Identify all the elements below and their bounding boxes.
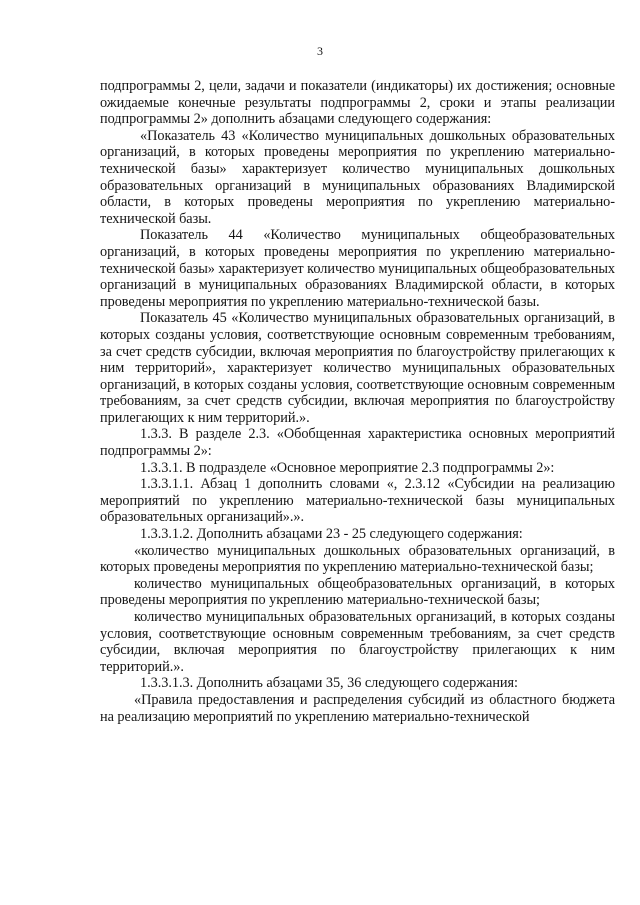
paragraph-preschool-count: «количество муниципальных дошкольных образовательных организаций, в которых проведены мероприятия по укреплению материально-технической базы; [100, 542, 615, 576]
paragraph-education-conditions-count: количество муниципальных образовательных организаций, в которых созданы условия, соответствующие основным современным требованиям, за счет средств субсидии, включая мероприятия по благоустройству прилегающих к ним территорий.». [100, 609, 615, 675]
document-body [100, 78, 615, 725]
paragraph-section-1-3-3-1-1: 1.3.3.1.1. Абзац 1 дополнить словами «, 2.3.12 «Субсидии на реализацию мероприятий по укреплению материально-технической базы муниципальных образовательных организаций».». [100, 476, 615, 526]
paragraph-rules-subsidies: «Правила предоставления и распределения субсидий из областного бюджета на реализацию мероприятий по укреплению материально-технической [100, 691, 615, 725]
paragraph-indicator-44: Показатель 44 «Количество муниципальных общеобразовательных организаций, в которых проведены мероприятия по укреплению материально-технической базы» характеризует количество муниципальных общеобразовательных организаций в муниципальных образованиях Владимирской области, в которых проведены мероприятия по укреплению материально-технической базы. [100, 227, 615, 310]
paragraph-section-1-3-3-1: 1.3.3.1. В подразделе «Основное мероприятие 2.3 подпрограммы 2»: [140, 459, 555, 476]
page-number: 3 [317, 44, 323, 58]
paragraph-indicator-43: «Показатель 43 «Количество муниципальных дошкольных образовательных организаций, в которых проведены мероприятия по укреплению материально-технической базы» характеризует количество муниципальных дошкольных образовательных организаций в муниципальных образованиях Владимирской области, в которых проведены мероприятия по укреплению материально-технической базы. [100, 127, 615, 227]
paragraph-intro: подпрограммы 2, цели, задачи и показатели (индикаторы) их достижения; основные ожидаемые конечные результаты подпрограммы 2, сроки и этапы реализации подпрограммы 2» дополнить абзацами следующего содержания: [100, 78, 615, 128]
paragraph-general-education-count: количество муниципальных общеобразовательных организаций, в которых проведены мероприятия по укреплению материально-технической базы; [100, 575, 615, 609]
paragraph-section-1-3-3-1-2: 1.3.3.1.2. Дополнить абзацами 23 - 25 следующего содержания: [140, 526, 523, 543]
paragraph-section-1-3-3-1-3: 1.3.3.1.3. Дополнить абзацами 35, 36 следующего содержания: [140, 675, 518, 692]
paragraph-indicator-45: Показатель 45 «Количество муниципальных образовательных организаций, в которых созданы условия, соответствующие основным современным требованиям, за счет средств субсидии, включая мероприятия по благоустройству прилегающих к ним территорий», характеризует количество муниципальных образовательных организаций, в которых созданы условия, соответствующие основным современным требованиям, за счет средств субсидии, включая мероприятия по благоустройству прилегающих к ним территорий.». [100, 310, 615, 426]
paragraph-section-1-3-3: 1.3.3. В разделе 2.3. «Обобщенная характеристика основных мероприятий подпрограммы 2»: [100, 426, 615, 460]
